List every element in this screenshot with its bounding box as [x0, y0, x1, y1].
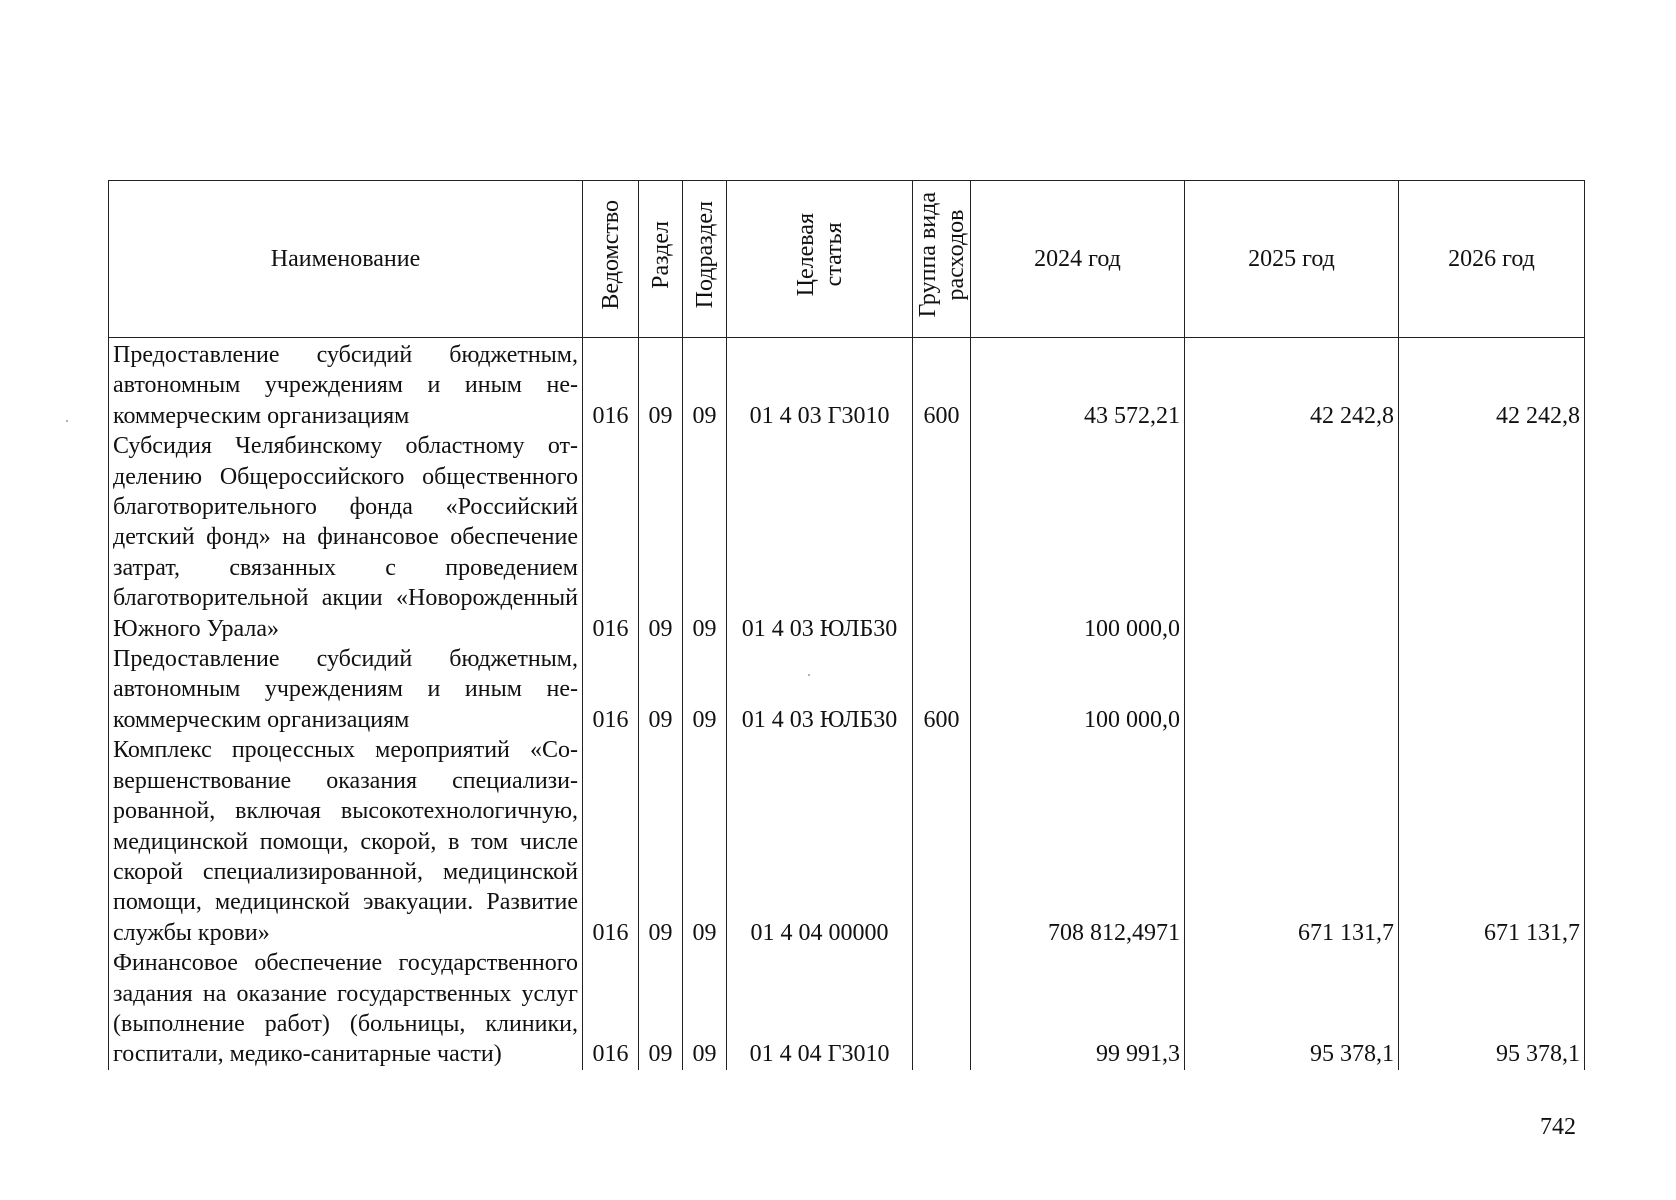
table-row: [109, 948, 1585, 1070]
row-section: 09: [639, 644, 683, 735]
row-expense-group: 600: [913, 644, 971, 735]
row-value-2024: 99 991,3: [971, 948, 1185, 1070]
row-target-article: 01 4 03 Г3010: [727, 338, 913, 432]
row-section: 09: [639, 431, 683, 644]
row-subsection: 09: [683, 735, 727, 948]
page-number: 742: [1540, 1114, 1576, 1140]
row-value-2024: 708 812,4971: [971, 735, 1185, 948]
row-name: Предоставление субсидий бюджетным, автономным учреждениям и иным некоммерческим организациям: [109, 338, 583, 432]
row-value-2026: 671 131,7: [1399, 735, 1585, 948]
row-expense-group: 600: [913, 338, 971, 432]
header-target-article: Целевая статья: [727, 181, 913, 338]
row-target-article: 01 4 04 00000: [727, 735, 913, 948]
table-row: [109, 735, 1585, 948]
header-department: Ведомство: [583, 181, 639, 338]
row-subsection: 09: [683, 338, 727, 432]
row-department: 016: [583, 431, 639, 644]
budget-table: [108, 180, 1585, 1070]
row-value-2024: 43 572,21: [971, 338, 1185, 432]
row-section: 09: [639, 948, 683, 1070]
table-row: [109, 338, 1585, 432]
table-row: [109, 431, 1585, 644]
row-expense-group: [913, 431, 971, 644]
row-target-article: 01 4 03 ЮЛБ30: [727, 431, 913, 644]
row-value-2024: 100 000,0: [971, 431, 1185, 644]
row-name: Субсидия Челябинскому областному отделению Общероссийского общественного благотворительного фонда «Российский детский фонд» на финансовое обеспечение затрат, связанных с проведением благотворительной акции «Новорожденный Южного Урала»: [109, 431, 583, 644]
row-section: 09: [639, 338, 683, 432]
row-target-article: 01 4 03 ЮЛБ30: [727, 644, 913, 735]
row-value-2025: [1185, 644, 1399, 735]
header-expense-group: Группа вида расходов: [913, 181, 971, 338]
budget-sheet: [108, 180, 1584, 1070]
header-subsection: Подраздел: [683, 181, 727, 338]
row-value-2026: 95 378,1: [1399, 948, 1585, 1070]
row-name: Предоставление субсидий бюджетным, автономным учреждениям и иным некоммерческим организациям: [109, 644, 583, 735]
row-subsection: 09: [683, 431, 727, 644]
scan-speck: [66, 420, 68, 422]
row-section: 09: [639, 735, 683, 948]
row-expense-group: [913, 948, 971, 1070]
row-value-2024: 100 000,0: [971, 644, 1185, 735]
row-name: Финансовое обеспечение государственного задания на оказание государственных услуг (выполнение работ) (больницы, клиники, госпитали, медико-санитарные части): [109, 948, 583, 1070]
scan-speck: [808, 674, 810, 676]
row-subsection: 09: [683, 948, 727, 1070]
header-year-2026: 2026 год: [1399, 181, 1585, 338]
row-department: 016: [583, 644, 639, 735]
row-value-2026: [1399, 644, 1585, 735]
header-section: Раздел: [639, 181, 683, 338]
row-department: 016: [583, 948, 639, 1070]
row-expense-group: [913, 735, 971, 948]
row-department: 016: [583, 338, 639, 432]
row-target-article: 01 4 04 Г3010: [727, 948, 913, 1070]
header-year-2025: 2025 год: [1185, 181, 1399, 338]
row-name: Комплекс процессных мероприятий «Совершенствование оказания специализированной, включая высокотехнологичную, медицинской помощи, скорой, в том числе скорой специализированной, медицинской помощи, медицинской эвакуации. Развитие службы крови»: [109, 735, 583, 948]
row-value-2025: 95 378,1: [1185, 948, 1399, 1070]
row-value-2025: 671 131,7: [1185, 735, 1399, 948]
header-year-2024: 2024 год: [971, 181, 1185, 338]
table-header-row: [109, 181, 1585, 338]
header-name: Наименование: [109, 181, 583, 338]
table-row: [109, 644, 1585, 735]
row-value-2025: [1185, 431, 1399, 644]
row-value-2025: 42 242,8: [1185, 338, 1399, 432]
row-value-2026: 42 242,8: [1399, 338, 1585, 432]
row-subsection: 09: [683, 644, 727, 735]
row-value-2026: [1399, 431, 1585, 644]
row-department: 016: [583, 735, 639, 948]
